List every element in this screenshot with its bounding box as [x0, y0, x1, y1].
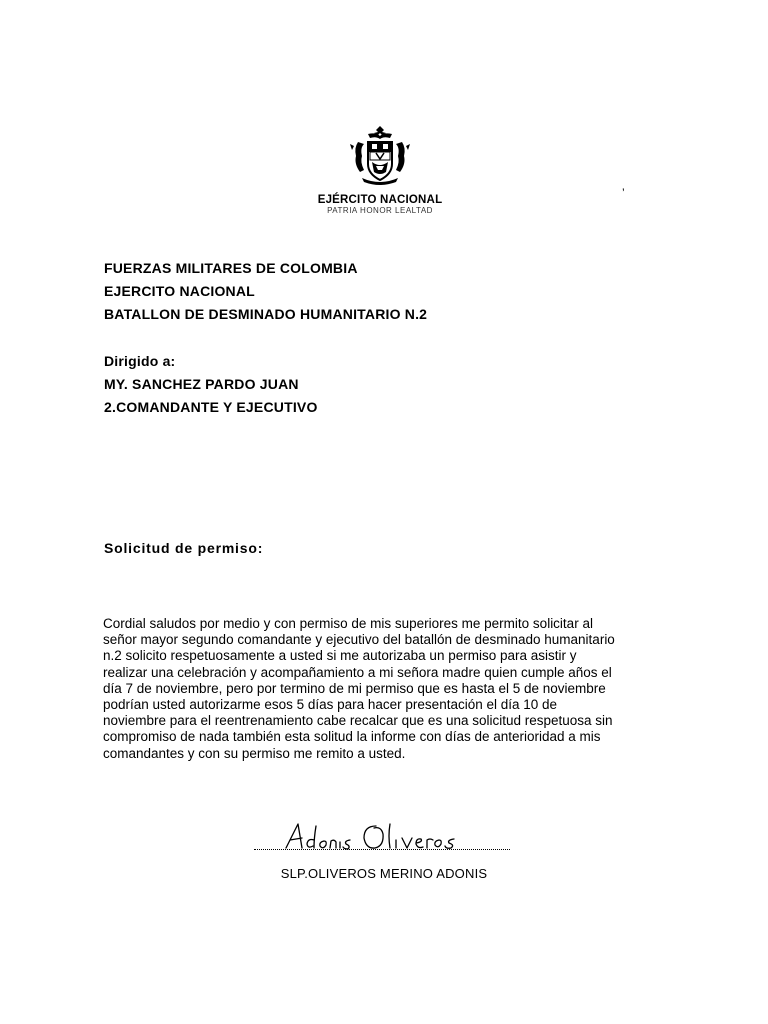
body-line: noviembre para el reentrenamiento cabe recalcar que es una solicitud respetuosa sin [103, 713, 613, 729]
body-line: señor mayor segundo comandante y ejecutivo del batallón de desminado humanitario [103, 632, 615, 648]
header-line-1: FUERZAS MILITARES DE COLOMBIA [104, 260, 358, 276]
header-line-2: EJERCITO NACIONAL [104, 283, 255, 299]
logo-motto: PATRIA HONOR LEALTAD [327, 206, 433, 215]
signer-name: SLP.OLIVEROS MERINO ADONIS [280, 866, 488, 881]
body-line: comandantes y con su permiso me remito a usted. [103, 745, 406, 761]
body-line: n.2 solicito respetuosamente a usted si me autorizaba un permiso para asistir y [103, 648, 577, 664]
addressee-name: MY. SANCHEZ PARDO JUAN [104, 376, 299, 392]
body-line: compromiso de nada también esta solitud la informe con días de anterioridad a mis [103, 729, 601, 745]
logo-title: EJÉRCITO NACIONAL [317, 194, 443, 206]
subject-heading: Solicitud de permiso: [104, 540, 264, 556]
body-line: Cordial saludos por medio y con permiso de mis superiores me permito solicitar al [103, 616, 593, 631]
body-line: día 7 de noviembre, pero por termino de mi permiso que es hasta el 5 de noviembre [103, 680, 606, 696]
handwritten-signature [278, 818, 478, 854]
addressee-role: 2.COMANDANTE Y EJECUTIVO [104, 399, 318, 415]
header-line-3: BATALLON DE DESMINADO HUMANITARIO N.2 [104, 306, 428, 322]
stray-mark: ’ [622, 186, 625, 200]
letter-body [103, 616, 663, 762]
addressee-label: Dirigido a: [104, 353, 176, 369]
body-line: podrían usted autorizarme esos 5 días para hacer presentación el día 10 de [103, 697, 558, 713]
coat-of-arms-icon [346, 124, 414, 188]
signature-block [254, 818, 510, 854]
body-line: realizar una celebración y acompañamiento a mi señora madre quien cumple años el [103, 664, 612, 680]
